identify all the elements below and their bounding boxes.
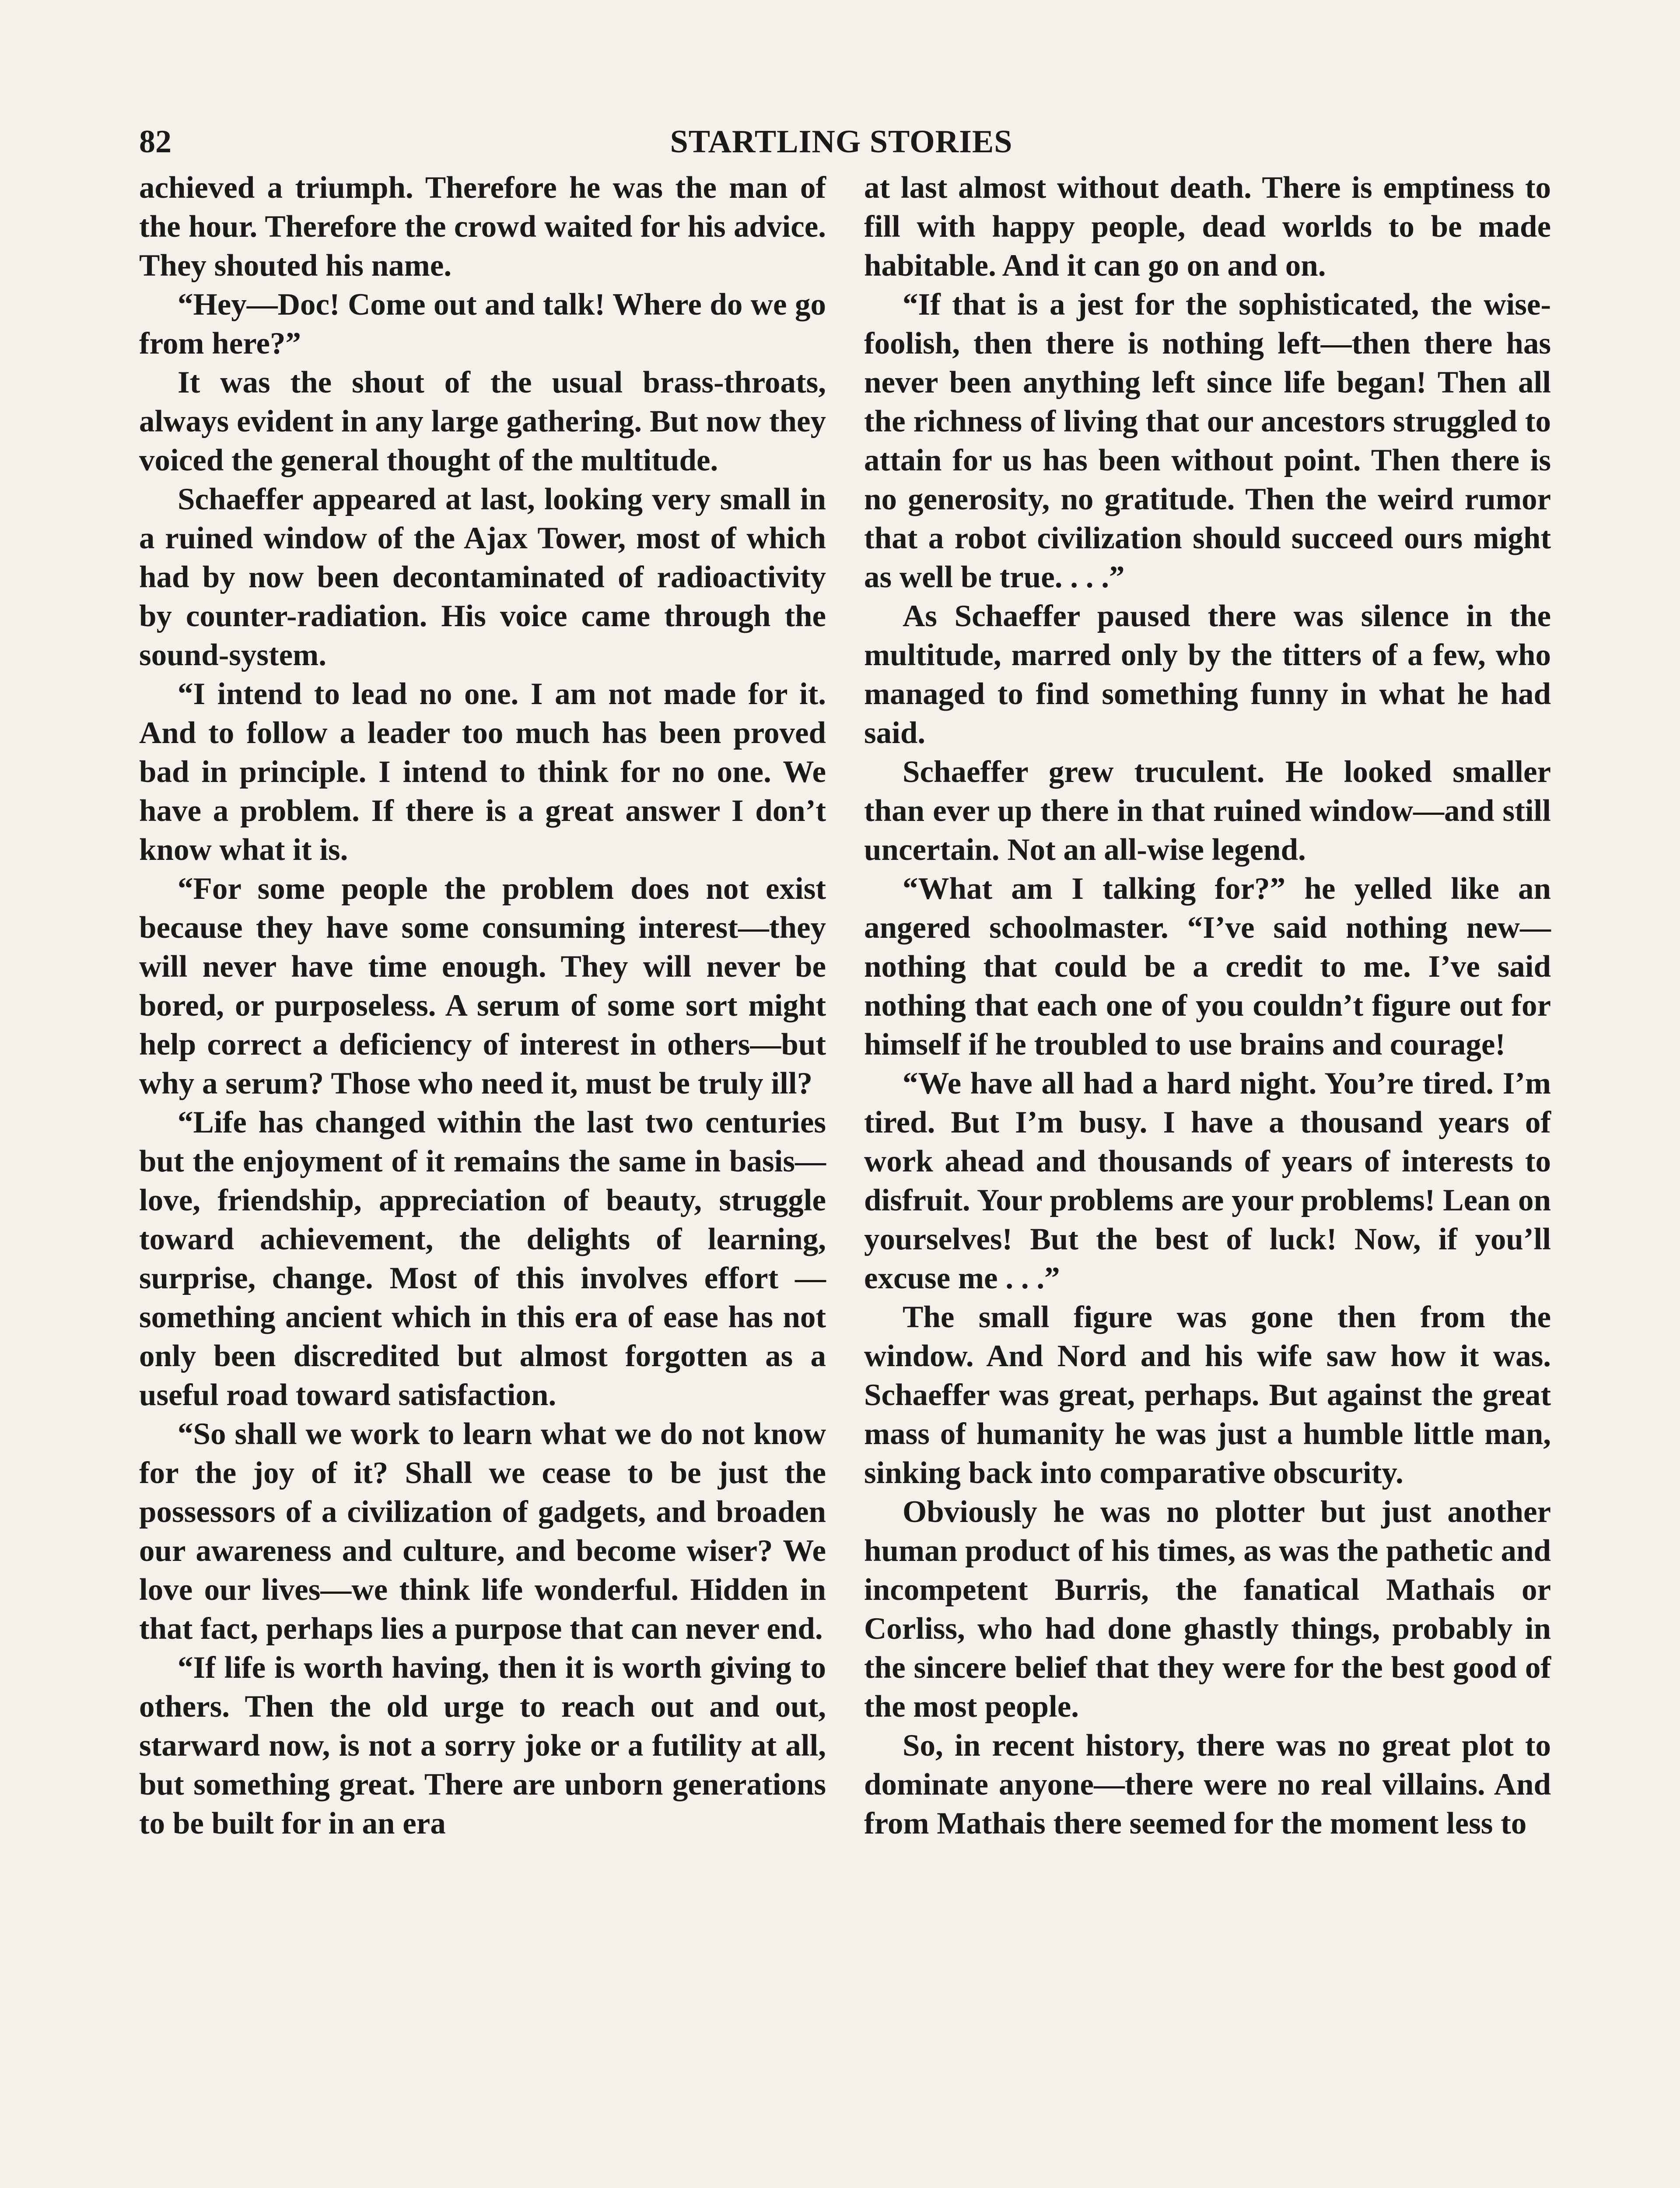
paragraph: Schaeffer grew truculent. He looked smaller than ever up there in that ruined window—and still uncertain. Not an all-wise legend. [864, 755, 1551, 867]
paragraph: As Schaeffer paused there was silence in the multitude, marred only by the titters of a few, who managed to find something funny in what he had said. [864, 599, 1551, 750]
paragraph: achieved a triumph. Therefore he was the man of the hour. Therefore the crowd waited for his advice. They shouted his name. [139, 171, 826, 283]
page-header [139, 123, 1544, 163]
paragraph: “What am I talking for?” he yelled like an angered schoolmaster. “I’ve said nothing new—nothing that could be a credit to me. I’ve said nothing that each one of you couldn’t figure out for himself if he troubled to use brains and courage! [864, 872, 1551, 1062]
page-number: 82 [139, 124, 172, 160]
paragraph: “Life has changed within the last two centuries but the enjoyment of it remains the same in basis—love, friendship, appreciation of beauty, struggle toward achievement, the delights of learning, surprise, change. Most of this involves effort — something ancient which in this era of ease has not only been discredited but almost forgotten as a useful road toward satisfaction. [139, 1105, 826, 1412]
paragraph: “For some people the problem does not exist because they have some consuming interest—they will never have time enough. They will never be bored, or purposeless. A serum of some sort might help correct a deficiency of interest in others—but why a serum? Those who need it, must be truly ill? [139, 872, 826, 1101]
right-column [864, 168, 1551, 1843]
paragraph: “We have all had a hard night. You’re tired. I’m tired. But I’m busy. I have a thousand years of work ahead and thousands of years of interests to disfruit. Your problems are your problems! Lean on yourselves! But the best of luck! Now, if you’ll excuse me . . .” [864, 1066, 1551, 1295]
running-title: STARTLING STORIES [670, 124, 1013, 160]
paragraph: It was the shout of the usual brass-throats, always evident in any large gathering. But now they voiced the general thought of the multitude. [139, 365, 826, 477]
paragraph: The small figure was gone then from the window. And Nord and his wife saw how it was. Schaeffer was great, perhaps. But against the great mass of humanity he was just a humble little man, sinking back into comparative obscurity. [864, 1300, 1551, 1490]
paragraph: “If that is a jest for the sophisticated, the wise-foolish, then there is nothing left—then there has never been anything left since life began! Then all the richness of living that our ancestors struggled to attain for us has been without point. Then there is no generosity, no gratitude. Then the weird rumor that a robot civilization should succeed ours might as well be true. . . .” [864, 288, 1551, 594]
paragraph: “If life is worth having, then it is worth giving to others. Then the old urge to reach out and out, starward now, is not a sorry joke or a futility at all, but something great. There are unborn generations to be built for in an era [139, 1651, 826, 1841]
paragraph: Obviously he was no plotter but just another human product of his times, as was the pathetic and incompetent Burris, the fanatical Mathais or Corliss, who had done ghastly things, probably in the sincere belief that they were for the best good of the most people. [864, 1495, 1551, 1724]
paragraph: “So shall we work to learn what we do not know for the joy of it? Shall we cease to be just the possessors of a civilization of gadgets, and broaden our awareness and culture, and become wiser? We love our lives—we think life wonderful. Hidden in that fact, perhaps lies a purpose that can never end. [139, 1417, 826, 1646]
left-column [139, 168, 826, 1843]
paragraph: “I intend to lead no one. I am not made for it. And to follow a leader too much has been proved bad in principle. I intend to think for no one. We have a problem. If there is a great answer I don’t know what it is. [139, 677, 826, 867]
paragraph: “Hey—Doc! Come out and talk! Where do we go from here?” [139, 288, 826, 361]
paragraph: at last almost without death. There is emptiness to fill with happy people, dead worlds to be made habitable. And it can go on and on. [864, 171, 1551, 283]
paragraph: Schaeffer appeared at last, looking very small in a ruined window of the Ajax Tower, most of which had by now been decontaminated of radioactivity by counter-radiation. His voice came through the sound-system. [139, 482, 826, 672]
paragraph: So, in recent history, there was no great plot to dominate anyone—there were no real villains. And from Mathais there seemed for the moment less to [864, 1729, 1551, 1841]
